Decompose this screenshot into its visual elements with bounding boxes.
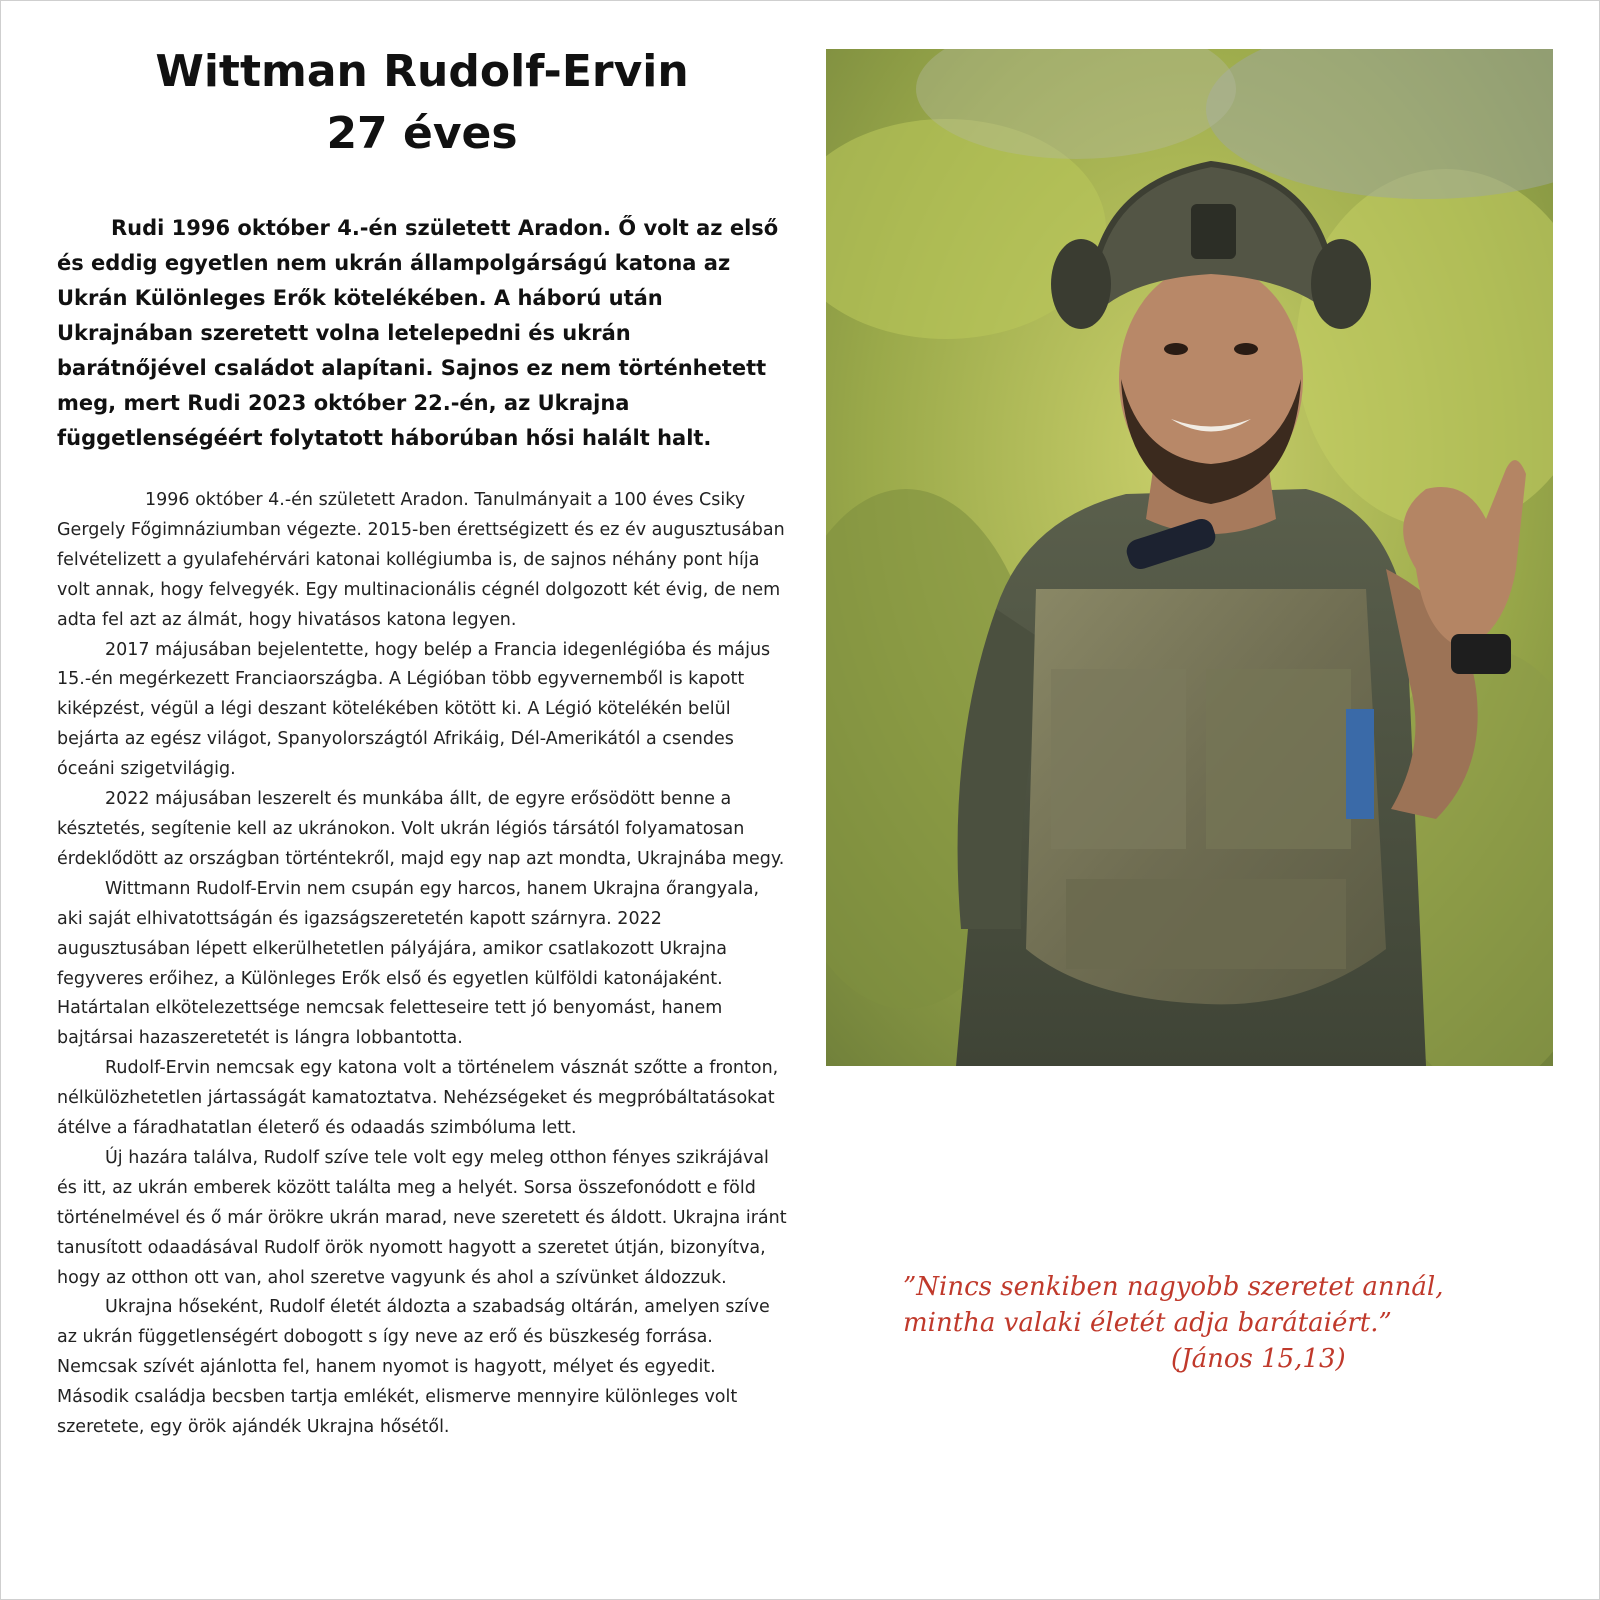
quote-line-1: ”Nincs senkiben nagyobb szeretet annál,: [903, 1272, 1444, 1302]
biography: [57, 486, 787, 1443]
age-heading: 27 éves: [326, 108, 518, 159]
bio-paragraph: Új hazára találva, Rudolf szíve tele volt egy meleg otthon fényes szikrájával és itt, az ukrán emberek között találta meg a helyét. Sorsa összefonódott e föld történelmével és ő már örökre ukrán marad, neve szeretett és áldott. Ukrajna iránt tanusított odaadásával Rudolf örök nyomott hagyott a szeretet útján, bizonyítva, hogy az otthon ott van, ahol szeretve vagyunk és ahol a szívünket áldozzuk.: [57, 1147, 787, 1288]
bio-paragraph: 2017 májusában bejelentette, hogy belép a Francia idegenlégióba és május 15.-én megérkezett Franciaországba. A Légióban több egyvernemből is kapott kiképzést, végül a légi deszant kötelékében kötött ki. A Légió kötelékén belül bejárta az egész világot, Spanyolországtól Afrikáig, Dél-Amerikától a csendes óceáni szigetvilágig.: [57, 639, 771, 780]
quote-line-2: mintha valaki életét adja barátaiért.”: [903, 1308, 1392, 1338]
text-column: [57, 41, 787, 1443]
soldier-portrait-photo: [826, 49, 1553, 1066]
bio-paragraph: 2022 májusában leszerelt és munkába állt, de egyre erősödött benne a késztetés, segítenie kell az ukránokon. Volt ukrán légiós társától folyamatosan érdeklődött az országban történtekről, majd egy nap azt mondta, Ukrajnába megy.: [57, 789, 785, 869]
quote-reference: (János 15,13): [1171, 1344, 1346, 1374]
bio-paragraph: Wittmann Rudolf-Ervin nem csupán egy harcos, hanem Ukrajna őrangyala, aki saját elhivatottságán és igazságszeretetén kapott szárnyra. 2022 augusztusában lépett elkerülhetetlen pályájára, amikor csatlakozott Ukrajna fegyveres erőihez, a Különleges Erők első és egyetlen külföldi katonájaként. Határtalan elkötelezettsége nemcsak feletteseire tett jó benyomást, hanem bajtársai hazaszeretetét is lángra lobbantotta.: [57, 878, 760, 1049]
page-title: [57, 41, 787, 165]
intro-paragraph: Rudi 1996 október 4.-én született Aradon. Ő volt az első és eddig egyetlen nem ukrán állampolgárságú katona az Ukrán Különleges Erők kötelékében. A háború után Ukrajnában szeretett volna letelepedni és ukrán barátnőjével családot alapítani. Sajnos ez nem történhetett meg, mert Rudi 2023 október 22.-én, az Ukrajna függetlenségéért folytatott háborúban hősi halált halt.: [57, 216, 779, 450]
bio-paragraph: Rudolf-Ervin nemcsak egy katona volt a történelem vásznát szőtte a fronton, nélkülözhetetlen jártasságát kamatoztatva. Nehézségeket és megpróbáltatásokat átélve a fáradhatatlan életerő és odaadás szimbóluma lett.: [57, 1058, 779, 1139]
bible-quote: [903, 1269, 1563, 1377]
bio-paragraph: 1996 október 4.-én született Aradon. Tanulmányait a 100 éves Csiky Gergely Főgimnáziumban végezte. 2015-ben érettségizett és ez év augusztusában felvételizett a gyulafehérvári katonai kollégiumba is, de sajnos néhány pont híja volt annak, hogy felvegyék. Egy multinacionális cégnél dolgozott két évig, de nem adta fel azt az álmát, hogy hivatásos katona legyen.: [57, 490, 785, 630]
name-heading: Wittman Rudolf-Ervin: [155, 46, 689, 97]
bio-paragraph: Ukrajna hőseként, Rudolf életét áldozta a szabadság oltárán, amelyen szíve az ukrán függetlenségért dobogott s így neve az erő és büszkeség forrása. Nemcsak szívét ajánlotta fel, hanem nyomot is hagyott, mélyet és egyedit. Második családja becsben tartja emlékét, elismerve mennyire különleges volt szeretete, egy örök ajándék Ukrajna hősétől.: [57, 1297, 770, 1438]
